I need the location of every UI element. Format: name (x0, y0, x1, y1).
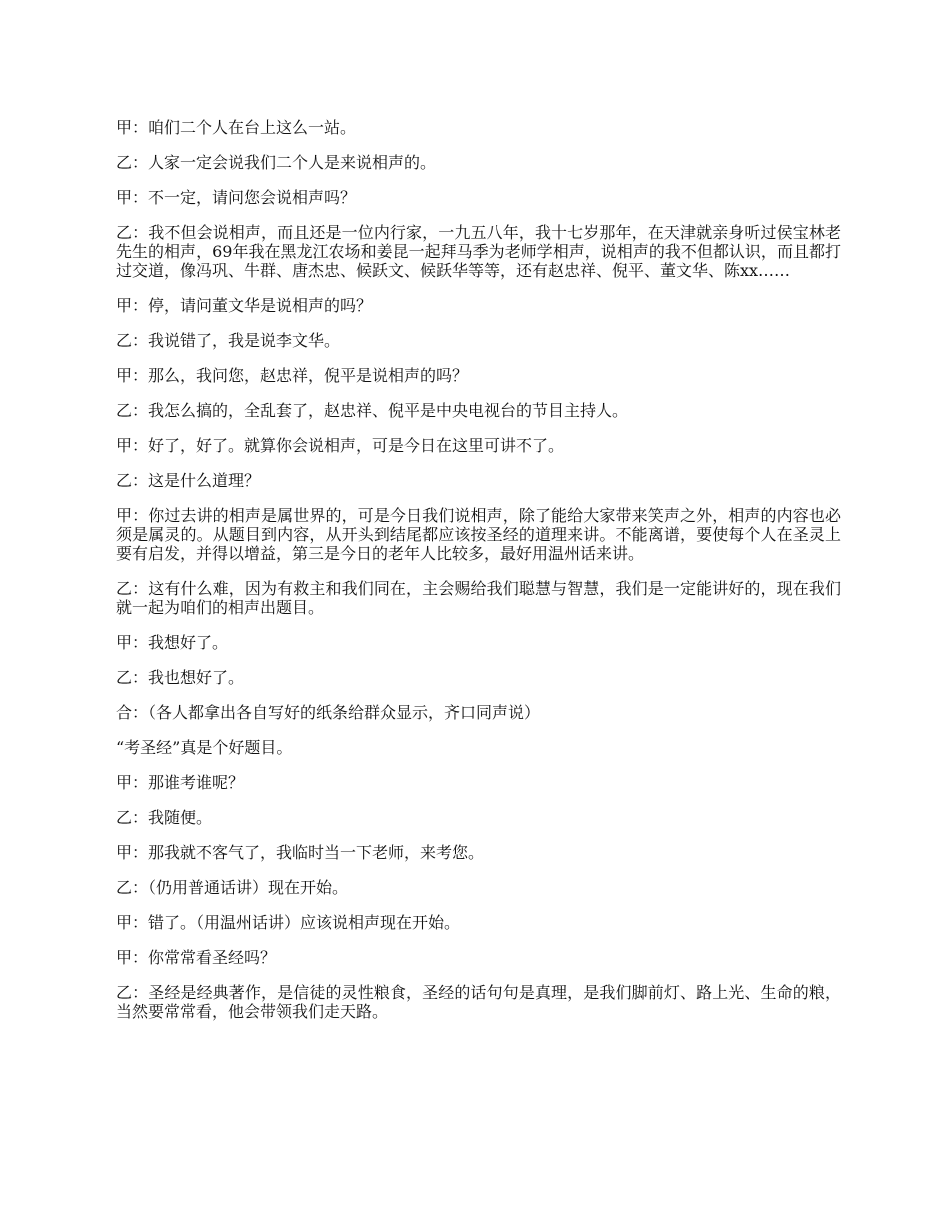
dialogue-line: 乙：我说错了，我是说李文华。 (116, 331, 341, 350)
dialogue-line: 乙：我也想好了。 (116, 668, 245, 687)
dialogue-line: 乙：圣经是经典著作，是信徒的灵性粮食，圣经的话句句是真理，是我们脚前灯、路上光、生命的粮，当然要常常看，他会带领我们走天路。 (116, 983, 841, 1021)
dialogue-line: 甲：停，请问董文华是说相声的吗？ (116, 296, 373, 315)
dialogue-line: 甲：你常常看圣经吗？ (116, 948, 277, 967)
dialogue-line: “考圣经”真是个好题目。 (116, 738, 293, 757)
dialogue-line: 乙：（仍用普通话讲）现在开始。 (116, 878, 349, 897)
dialogue-line: 乙：我随便。 (116, 808, 213, 827)
dialogue-line: 乙：这是什么道理？ (116, 471, 261, 490)
dialogue-line: 甲：好了，好了。就算你会说相声，可是今日在这里可讲不了。 (116, 436, 565, 455)
dialogue-line: 合：（各人都拿出各自写好的纸条给群众显示，齐口同声说） (116, 703, 541, 722)
dialogue-line: 甲：那么，我问您，赵忠祥，倪平是说相声的吗？ (116, 366, 469, 385)
document-body (116, 118, 841, 1037)
dialogue-line: 乙：这有什么难，因为有救主和我们同在，主会赐给我们聪慧与智慧，我们是一定能讲好的，现在我们就一起为咱们的相声出题目。 (116, 579, 841, 617)
dialogue-line: 乙：人家一定会说我们二个人是来说相声的。 (116, 153, 437, 172)
dialogue-line: 甲：那谁考谁呢？ (116, 773, 245, 792)
dialogue-line: 乙：我不但会说相声，而且还是一位内行家，一九五八年，我十七岁那年，在天津就亲身听过侯宝林老先生的相声，69年我在黑龙江农场和姜昆一起拜马季为老师学相声，说相声的我不但都认识，而且都打过交道，像冯巩、牛群、唐杰忠、候跃文、候跃华等等，还有赵忠祥、倪平、董文华、陈xx…… (116, 223, 841, 280)
dialogue-line: 甲：我想好了。 (116, 633, 229, 652)
dialogue-line: 甲：错了。（用温州话讲）应该说相声现在开始。 (116, 913, 461, 932)
dialogue-line: 乙：我怎么搞的，全乱套了，赵忠祥、倪平是中央电视台的节目主持人。 (116, 401, 629, 420)
dialogue-line: 甲：不一定，请问您会说相声吗？ (116, 188, 357, 207)
dialogue-line: 甲：那我就不客气了，我临时当一下老师，来考您。 (116, 843, 485, 862)
dialogue-line: 甲：咱们二个人在台上这么一站。 (116, 118, 357, 137)
dialogue-line: 甲：你过去讲的相声是属世界的，可是今日我们说相声，除了能给大家带来笑声之外，相声的内容也必须是属灵的。从题目到内容，从开头到结尾都应该按圣经的道理来讲。不能离谱，要使每个人在圣灵上要有启发，并得以增益，第三是今日的老年人比较多，最好用温州话来讲。 (116, 506, 841, 563)
